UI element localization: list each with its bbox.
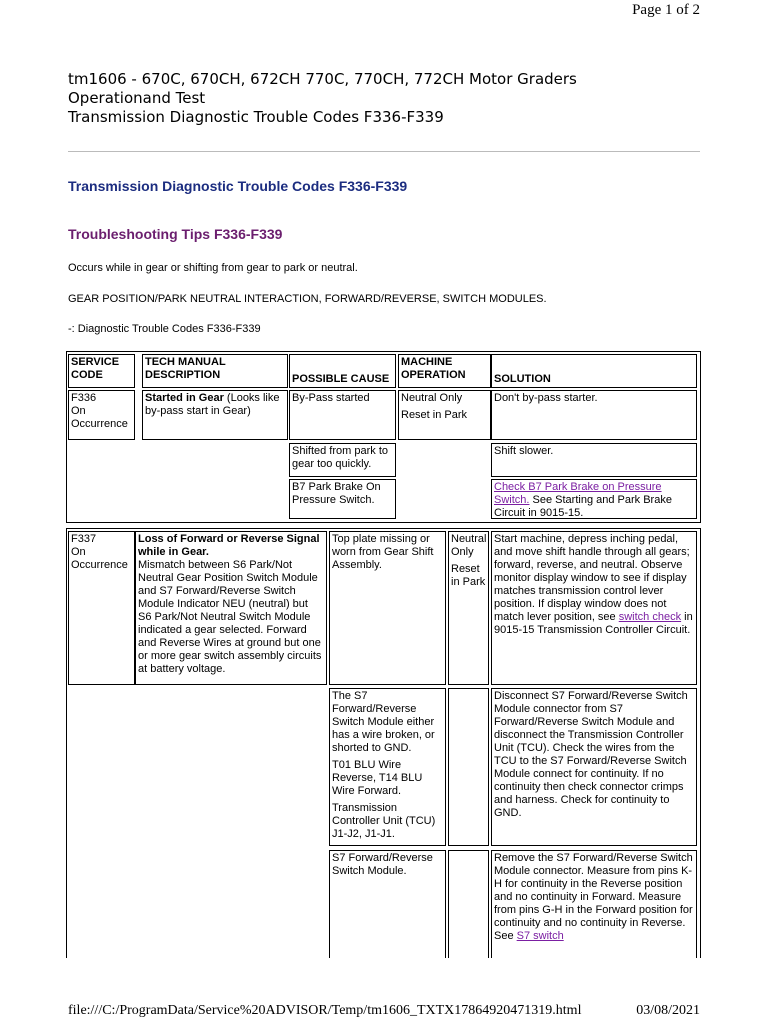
footer-date: 03/08/2021: [636, 1003, 700, 1018]
f336-description-cell: [142, 390, 288, 440]
occurrence: On Occurrence: [71, 405, 128, 430]
f337-description-cell: [135, 531, 327, 685]
f336-cause-3: [289, 479, 396, 519]
f337-solution-1: [491, 531, 697, 685]
cause-text: Shifted from park to gear too quickly.: [292, 445, 388, 470]
solution-text: Remove the S7 Forward/Reverse Switch Module connector. Measure from pins K-H for continuity in the Reverse position and no continuity in Forward. Measure from pins G-H in the Forward position for continuity and no continuity in Reverse. See: [494, 852, 693, 942]
cause-text: The S7 Forward/Reverse Switch Module either has a wire broken, or shorted to GND.: [332, 690, 435, 754]
operation-text: Neutral Only: [401, 392, 463, 404]
f336-operation-cell: [398, 390, 491, 440]
subsection-heading: Troubleshooting Tips F336-F339: [68, 226, 283, 242]
dtc-label: -: Diagnostic Trouble Codes F336-F339: [68, 323, 261, 335]
s7-switch-link[interactable]: S7 switch: [516, 930, 564, 942]
f337-solution-3: [491, 850, 697, 958]
header-tech-manual: [142, 354, 288, 388]
title-line-2: Operationand Test: [68, 89, 206, 107]
intro-text: Occurs while in gear or shifting from gear to park or neutral.: [68, 262, 358, 274]
f336-code-cell: [68, 390, 135, 440]
cause-text: S7 Forward/Reverse Switch Module.: [332, 852, 433, 877]
f337-cause-2: [329, 688, 446, 846]
divider: [68, 151, 700, 152]
f337-operation-empty-2: [448, 850, 489, 958]
f336-cause-1: [289, 390, 396, 440]
section-heading: Transmission Diagnostic Trouble Codes F336-F339: [68, 178, 408, 194]
description-title: Started in Gear: [145, 392, 224, 404]
header-service-code: [68, 354, 135, 388]
operation-text: Reset in Park: [401, 409, 468, 421]
f337-cause-3: [329, 850, 446, 958]
f336-solution-3: [491, 479, 697, 519]
solution-text: Disconnect S7 Forward/Reverse Switch Module connector from S7 Forward/Reverse Switch Module and disconnect the Transmission Controller Unit (TCU). Check the wires from the TCU to the S7 Forward/Reverse Switch Module connect for continuity. If no continuity then check connector crimps and harness. Check for continuity to GND.: [494, 690, 688, 819]
switch-check-link[interactable]: switch check: [618, 611, 682, 623]
title-line-1: tm1606 - 670C, 670CH, 672CH 770C, 770CH, 772CH Motor Graders: [68, 70, 577, 88]
header-text: MACHINE: [401, 356, 453, 368]
occurrence: On Occurrence: [71, 546, 128, 571]
header-machine-operation: [398, 354, 491, 388]
footer-file-path: file:///C:/ProgramData/Service%20ADVISOR/Temp/tm1606_TXTX17864920471319.html: [68, 1003, 582, 1018]
service-code: F336: [71, 392, 97, 404]
f337-operation-empty: [448, 688, 489, 846]
solution-text: Shift slower.: [494, 445, 554, 457]
cause-text: B7 Park Brake On Pressure Switch.: [292, 481, 381, 506]
solution-text: in 9015-15 Transmission Controller Circuit.: [494, 611, 693, 636]
f337-operation-cell: [448, 531, 489, 685]
solution-text: Don't by-pass starter.: [494, 392, 598, 404]
header-possible-cause: [289, 354, 396, 388]
cause-text: Transmission Controller Unit (TCU) J1-J2, J1-J1.: [332, 802, 436, 840]
header-text: OPERATION: [401, 369, 466, 381]
solution-text: See Starting and Park Brake Circuit in 9015-15.: [494, 494, 672, 519]
park-brake-switch-link[interactable]: Check B7 Park Brake on Pressure Switch.: [494, 481, 662, 506]
f336-cause-2: [289, 443, 396, 477]
cause-text: By-Pass started: [292, 392, 370, 404]
cause-text: Top plate missing or worn from Gear Shift Assembly.: [332, 533, 434, 571]
header-text: SERVICE: [71, 356, 120, 368]
operation-text: Neutral Only: [451, 533, 487, 558]
f336-solution-2: [491, 443, 697, 477]
description-text: (Looks like by-pass start in Gear): [145, 392, 280, 417]
description-title: Loss of Forward or Reverse Signal while in Gear.: [138, 533, 320, 558]
document-title: [68, 70, 708, 127]
header-text: CODE: [71, 369, 103, 381]
header-text: TECH MANUAL: [145, 356, 226, 368]
solution-text: Start machine, depress inching pedal, and move shift handle through all gears; forward, reverse, and neutral. Observe monitor display window to see if display matches transmission control lever position. If display window does not match lever position, see: [494, 533, 690, 623]
page-number: Page 1 of 2: [632, 2, 700, 18]
f337-cause-1: [329, 531, 446, 685]
header-solution: [491, 354, 697, 388]
cause-text: T01 BLU Wire Reverse, T14 BLU Wire Forward.: [332, 759, 423, 797]
operation-text: Reset in Park: [451, 563, 486, 588]
description-text: Mismatch between S6 Park/Not Neutral Gear Position Switch Module and S7 Forward/Reverse Switch Module Indicator NEU (neutral) but S6 Park/Not Neutral Switch Module indicated a gear selected. Forward and Reverse Wires at ground but one or more gear switch assembly circuits at battery voltage.: [138, 559, 322, 675]
f336-solution-1: [491, 390, 697, 440]
modules-text: GEAR POSITION/PARK NEUTRAL INTERACTION, FORWARD/REVERSE, SWITCH MODULES.: [68, 293, 547, 305]
f337-code-cell: [68, 531, 135, 685]
f337-solution-2: [491, 688, 697, 846]
header-text: DESCRIPTION: [145, 369, 221, 381]
header-text: SOLUTION: [494, 373, 551, 385]
service-code: F337: [71, 533, 97, 545]
header-text: POSSIBLE CAUSE: [292, 373, 390, 385]
title-line-3: Transmission Diagnostic Trouble Codes F336-F339: [68, 108, 444, 126]
